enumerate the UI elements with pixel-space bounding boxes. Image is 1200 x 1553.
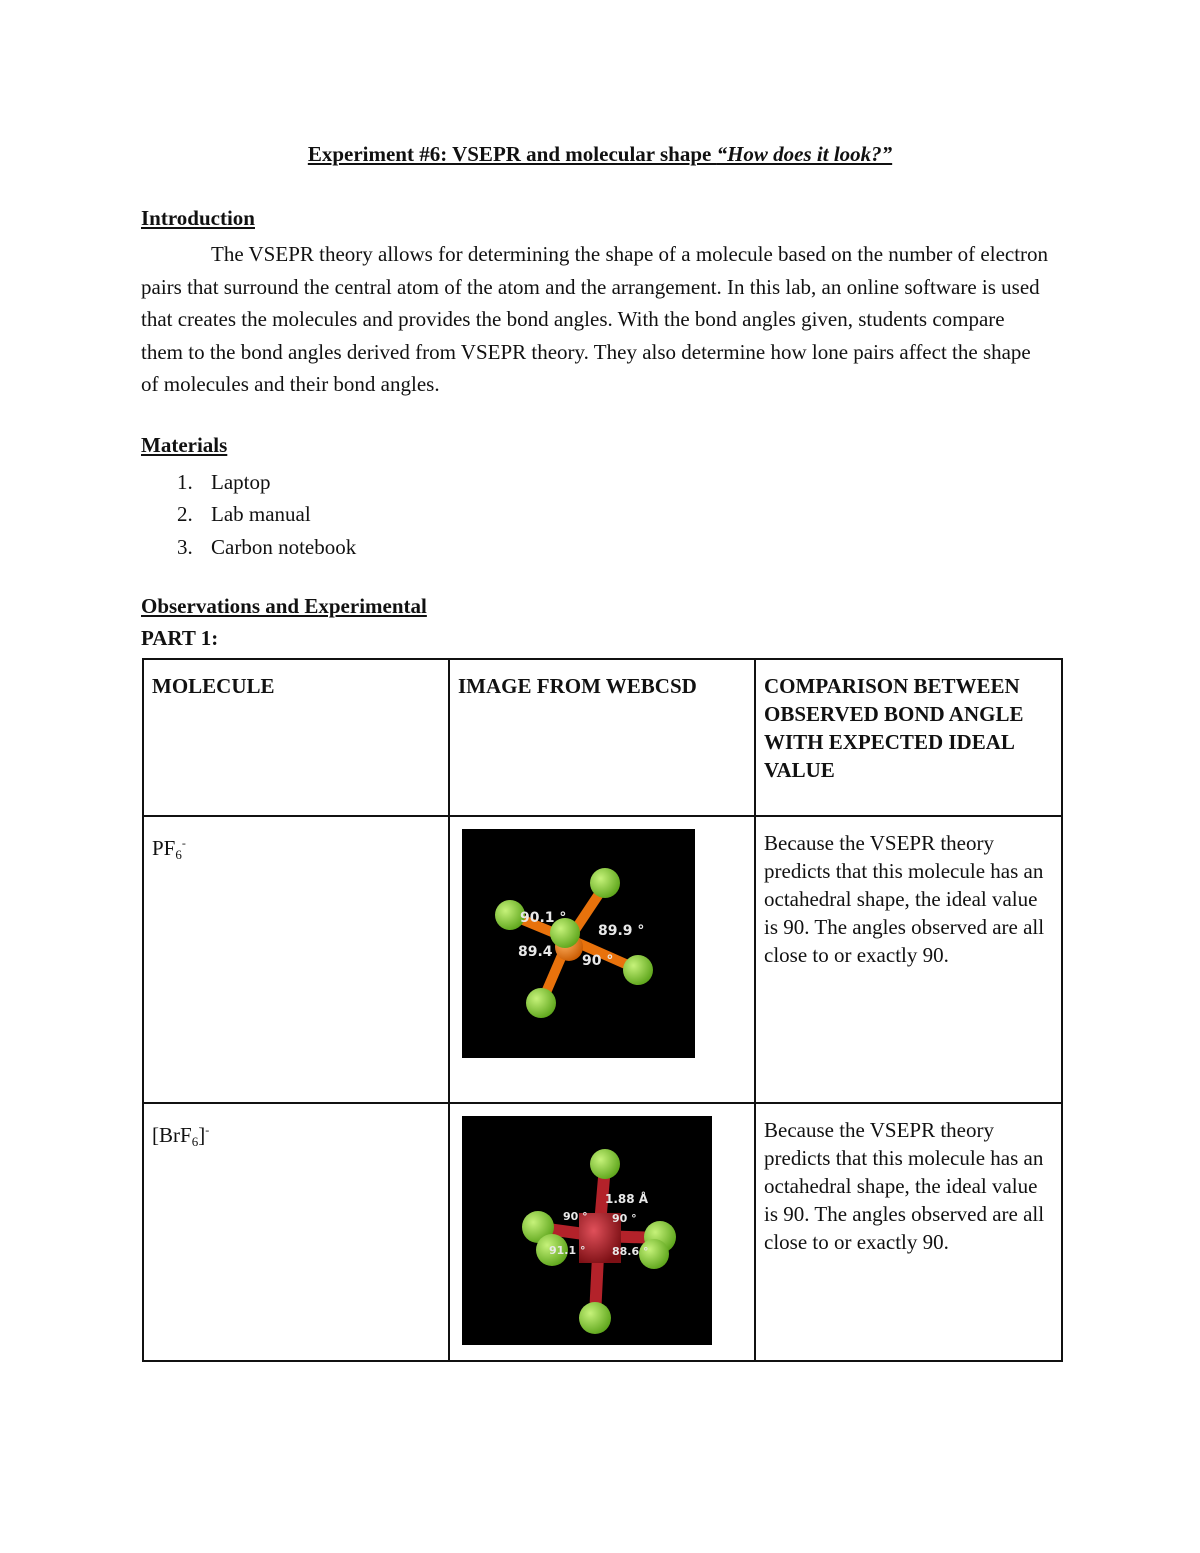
ligand-atom — [623, 955, 653, 985]
list-label: Lab manual — [211, 502, 311, 527]
angle-label: 91.1 ° — [549, 1244, 586, 1257]
angle-label: 88.6 ° — [612, 1245, 649, 1258]
molecule-cell — [143, 1103, 449, 1361]
molecule-charge: - — [205, 1123, 210, 1137]
ligand-atom — [590, 1149, 620, 1179]
list-label: Laptop — [211, 470, 271, 494]
materials-list — [141, 466, 356, 563]
angle-label: 90 ° — [582, 953, 614, 969]
comparison-cell: Because the VSEPR theory predicts that this molecule has an octahedral shape, the ideal value is 90. The angles observed are all close to or exactly 90. — [755, 816, 1062, 1103]
molecule-close-bracket: ] — [198, 1123, 206, 1147]
ligand-atom — [579, 1302, 611, 1334]
ligand-atom — [526, 988, 556, 1018]
table-row — [143, 816, 1062, 1103]
list-number: 2. — [177, 502, 193, 527]
list-number: 1. — [177, 470, 193, 494]
list-label: Carbon notebook — [211, 534, 357, 559]
angle-label: 89.9 ° — [598, 923, 645, 939]
molecule-subscript: 6 — [191, 1134, 199, 1149]
observations-heading: Observations and Experimental — [141, 594, 427, 618]
image-cell — [449, 816, 755, 1103]
molecule-formula: BrF — [159, 1123, 192, 1147]
angle-label: 90 ° — [612, 1212, 637, 1225]
list-item — [141, 531, 356, 563]
table-header-row — [143, 659, 1062, 816]
observations-table — [142, 658, 1063, 1362]
angle-label: 90.1 ° — [520, 910, 567, 926]
molecule-subscript: 6 — [175, 847, 182, 862]
pf6-molecule-image — [462, 829, 695, 1058]
list-item — [141, 498, 356, 530]
pf6-model — [462, 829, 695, 1058]
list-number: 3. — [177, 534, 193, 559]
molecule-cell — [143, 816, 449, 1103]
bond-length-label: 1.88 Å — [605, 1192, 649, 1206]
molecule-charge: - — [181, 836, 186, 850]
comparison-cell: Because the VSEPR theory predicts that this molecule has an octahedral shape, the ideal value is 90. The angles observed are all close to or exactly 90. — [755, 1103, 1062, 1361]
header-comparison: COMPARISON BETWEEN OBSERVED BOND ANGLE WITH EXPECTED IDEAL VALUE — [755, 659, 1062, 816]
introduction-text: The VSEPR theory allows for determining the shape of a molecule based on the number of electron pairs that surround the central atom of the atom and the arrangement. In this lab, an online software is used that creates the molecules and provides the bond angles. With the bond angles given, students compare them to the bond angles derived from VSEPR theory. They also determine how lone pairs affect the shape of molecules and their bond angles. — [141, 242, 1049, 397]
image-cell — [449, 1103, 755, 1361]
header-molecule: MOLECULE — [143, 659, 449, 816]
angle-label: 90 ° — [563, 1210, 588, 1223]
list-item — [141, 466, 356, 498]
materials-heading: Materials — [141, 433, 228, 457]
brf6-molecule-image — [462, 1116, 712, 1345]
title-italic: “How does it look?” — [716, 142, 893, 166]
angle-label: 89.4 — [518, 944, 553, 960]
molecule-open-bracket: [ — [152, 1123, 159, 1147]
title-main: Experiment #6: VSEPR and molecular shape — [307, 142, 717, 166]
table-row — [143, 1103, 1062, 1361]
brf6-model — [462, 1116, 712, 1345]
ligand-atom — [590, 868, 620, 898]
introduction-heading: Introduction — [141, 206, 255, 230]
header-image: IMAGE FROM WEBCSD — [449, 659, 755, 816]
page-title — [0, 142, 1200, 167]
molecule-formula: PF — [152, 836, 176, 860]
part-label: PART 1: — [141, 626, 219, 650]
